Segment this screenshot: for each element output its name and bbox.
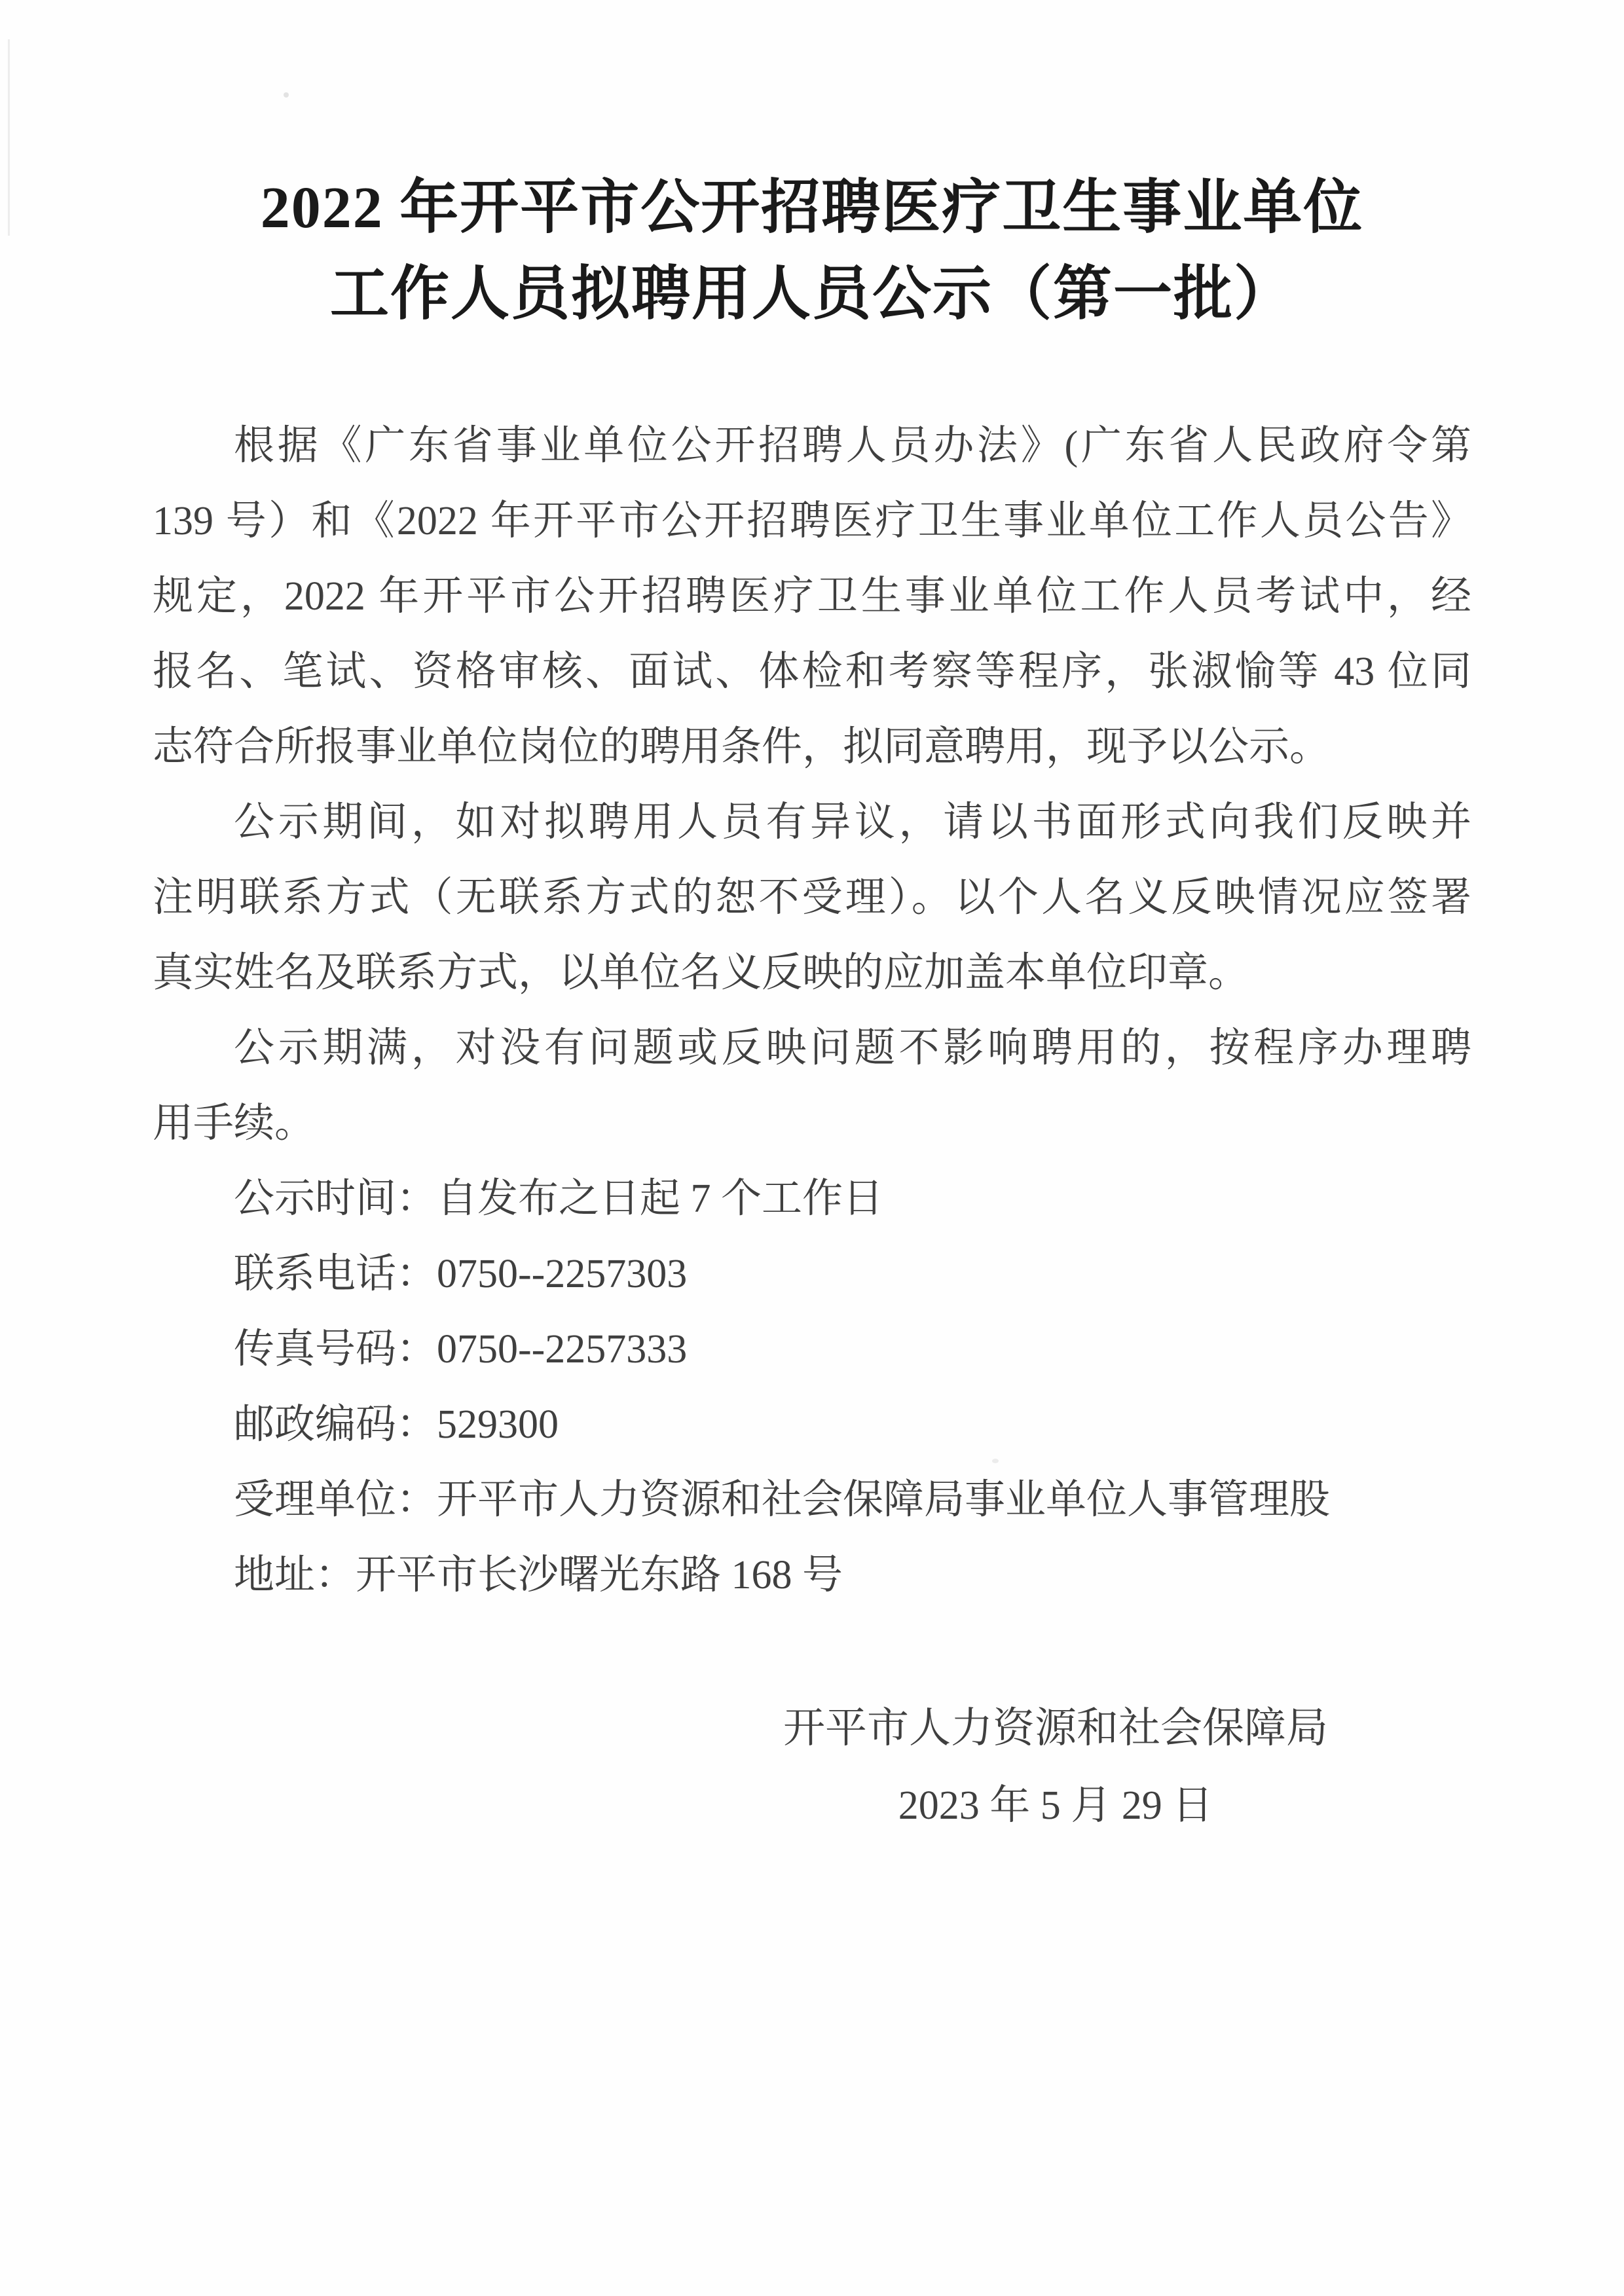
scan-artifact <box>8 39 10 236</box>
paragraph-line: 公示期满，对没有问题或反映问题不影响聘用的，按程序办理聘 <box>234 1026 1471 1070</box>
info-line: 联系电话：0750--2257303 <box>234 1252 688 1296</box>
paragraph-line: 用手续。 <box>153 1101 316 1146</box>
paragraph-line: 规定，2022 年开平市公开招聘医疗卫生事业单位工作人员考试中，经 <box>153 574 1471 619</box>
document-body <box>153 409 1471 1846</box>
info-lines <box>153 1161 1471 1613</box>
body-paragraphs <box>153 409 1471 1161</box>
scan-artifact <box>992 1459 999 1463</box>
info-line: 受理单位：开平市人力资源和社会保障局事业单位人事管理股 <box>234 1478 1331 1522</box>
paragraph-line: 根据《广东省事业单位公开招聘人员办法》(广东省人民政府令第 <box>234 424 1471 468</box>
paragraph-line: 注明联系方式（无联系方式的恕不受理）。以个人名义反映情况应签署 <box>153 875 1471 920</box>
info-line: 邮政编码：529300 <box>234 1402 559 1447</box>
paragraph-line: 139 号）和《2022 年开平市公开招聘医疗卫生事业单位工作人员公告》 <box>153 499 1471 543</box>
signature-unit: 开平市人力资源和社会保障局 <box>783 1705 1328 1751</box>
scan-artifact <box>284 92 289 98</box>
info-line: 公示时间：自发布之日起 7 个工作日 <box>234 1176 884 1221</box>
signature-block <box>748 1690 1363 1846</box>
info-line: 传真号码：0750--2257333 <box>234 1327 688 1372</box>
page-title-line-2: 工作人员拟聘用人员公示（第一批） <box>330 262 1294 327</box>
paragraph-line: 公示期间，如对拟聘用人员有异议，请以书面形式向我们反映并 <box>234 800 1471 845</box>
paragraph-line: 报名、笔试、资格审核、面试、体检和考察等程序，张淑愉等 43 位同 <box>153 649 1471 694</box>
paragraph-line: 志符合所报事业单位岗位的聘用条件，拟同意聘用，现予以公示。 <box>153 725 1331 769</box>
signature-date: 2023 年 5 月 29 日 <box>898 1783 1213 1828</box>
paragraph-line: 真实姓名及联系方式，以单位名义反映的应加盖本单位印章。 <box>153 951 1249 995</box>
info-line: 地址：开平市长沙曙光东路 168 号 <box>234 1553 843 1597</box>
page-title <box>0 0 1624 338</box>
page-title-line-1: 2022 年开平市公开招聘医疗卫生事业单位 <box>260 175 1364 240</box>
